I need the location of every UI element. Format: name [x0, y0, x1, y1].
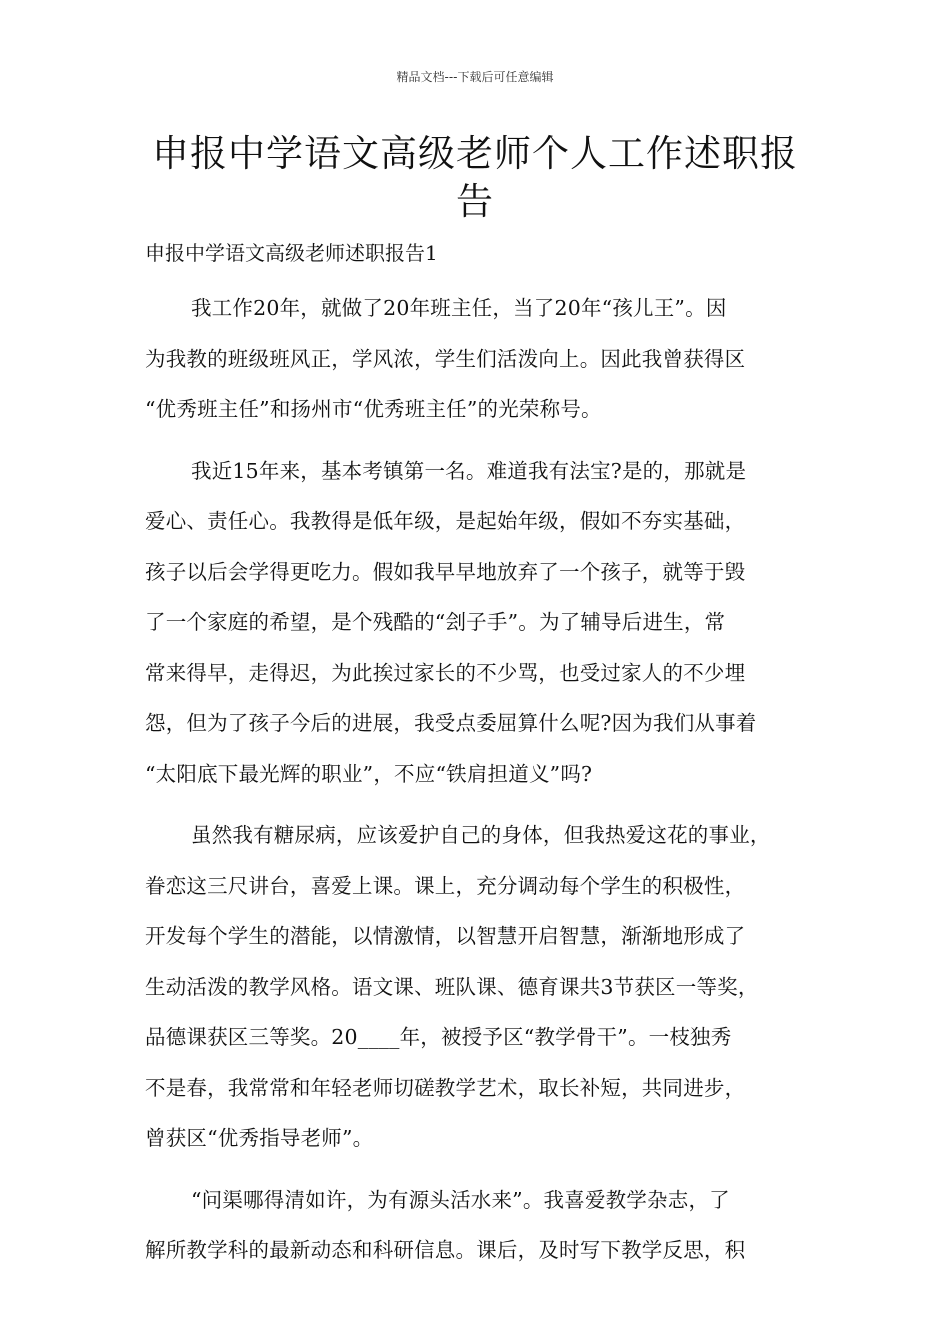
document-title: [0, 130, 950, 226]
text-line: 孩子以后会学得更吃力。假如我早早地放弃了一个孩子，就等于毁: [145, 559, 746, 584]
text-line: 解所教学科的最新动态和科研信息。课后，及时写下教学反思，积: [145, 1238, 746, 1262]
text-line: 怨，但为了孩子今后的进展，我受点委屈算什么呢?因为我们从事着: [145, 711, 757, 735]
paragraph-3: [145, 810, 810, 1164]
text-line: “太阳底下最光辉的职业”，不应“铁肩担道义”吗?: [145, 761, 593, 786]
text-line: 生动活泼的教学风格。语文课、班队课、德育课共3节获区一等奖，: [145, 974, 759, 999]
paragraph-2: [145, 446, 810, 800]
text-line: 开发每个学生的潜能，以情激情，以智慧开启智慧，渐渐地形成了: [145, 924, 746, 948]
document-body: [145, 283, 810, 1287]
text-line: 了一个家庭的希望，是个残酷的“刽子手”。为了辅导后进生，常: [145, 610, 726, 634]
section-heading: 申报中学语文高级老师述职报告1: [145, 241, 438, 265]
text-line: “优秀班主任”和扬州市“优秀班主任”的光荣称号。: [145, 397, 602, 421]
text-line: 我近15年来，基本考镇第一名。难道我有法宝?是的，那就是: [191, 458, 747, 483]
header-note: 精品文档---下载后可任意编辑: [396, 70, 554, 84]
text-line: 不是春，我常常和年轻老师切磋教学艺术，取长补短，共同进步，: [145, 1075, 746, 1100]
paragraph-1: [145, 283, 810, 435]
text-line: 虽然我有糖尿病，应该爱护自己的身体，但我热爱这花的事业，: [191, 823, 771, 847]
text-line: 常来得早，走得迟，为此挨过家长的不少骂，也受过家人的不少埋: [145, 660, 746, 685]
paragraph-4: [145, 1175, 810, 1276]
text-line: 为我教的班级班风正，学风浓，学生们活泼向上。因此我曾获得区: [145, 346, 746, 371]
text-line: 眷恋这三尺讲台，喜爱上课。课上，充分调动每个学生的积极性，: [145, 873, 746, 898]
title-line-2: 告: [456, 180, 494, 223]
title-line-1: 申报中学语文高级老师个人工作述职报: [152, 132, 798, 175]
text-line: 我工作20年，就做了20年班主任，当了20年“孩儿王”。因: [191, 296, 727, 320]
text-line: 曾获区“优秀指导老师”。: [145, 1126, 374, 1150]
text-line: 品德课获区三等奖。20____年，被授予区“教学骨干”。一枝独秀: [145, 1025, 732, 1049]
text-line: 爱心、责任心。我教得是低年级，是起始年级，假如不夯实基础，: [145, 509, 746, 533]
text-line: “问渠哪得清如许，为有源头活水来”。我喜爱教学杂志，了: [191, 1187, 730, 1212]
